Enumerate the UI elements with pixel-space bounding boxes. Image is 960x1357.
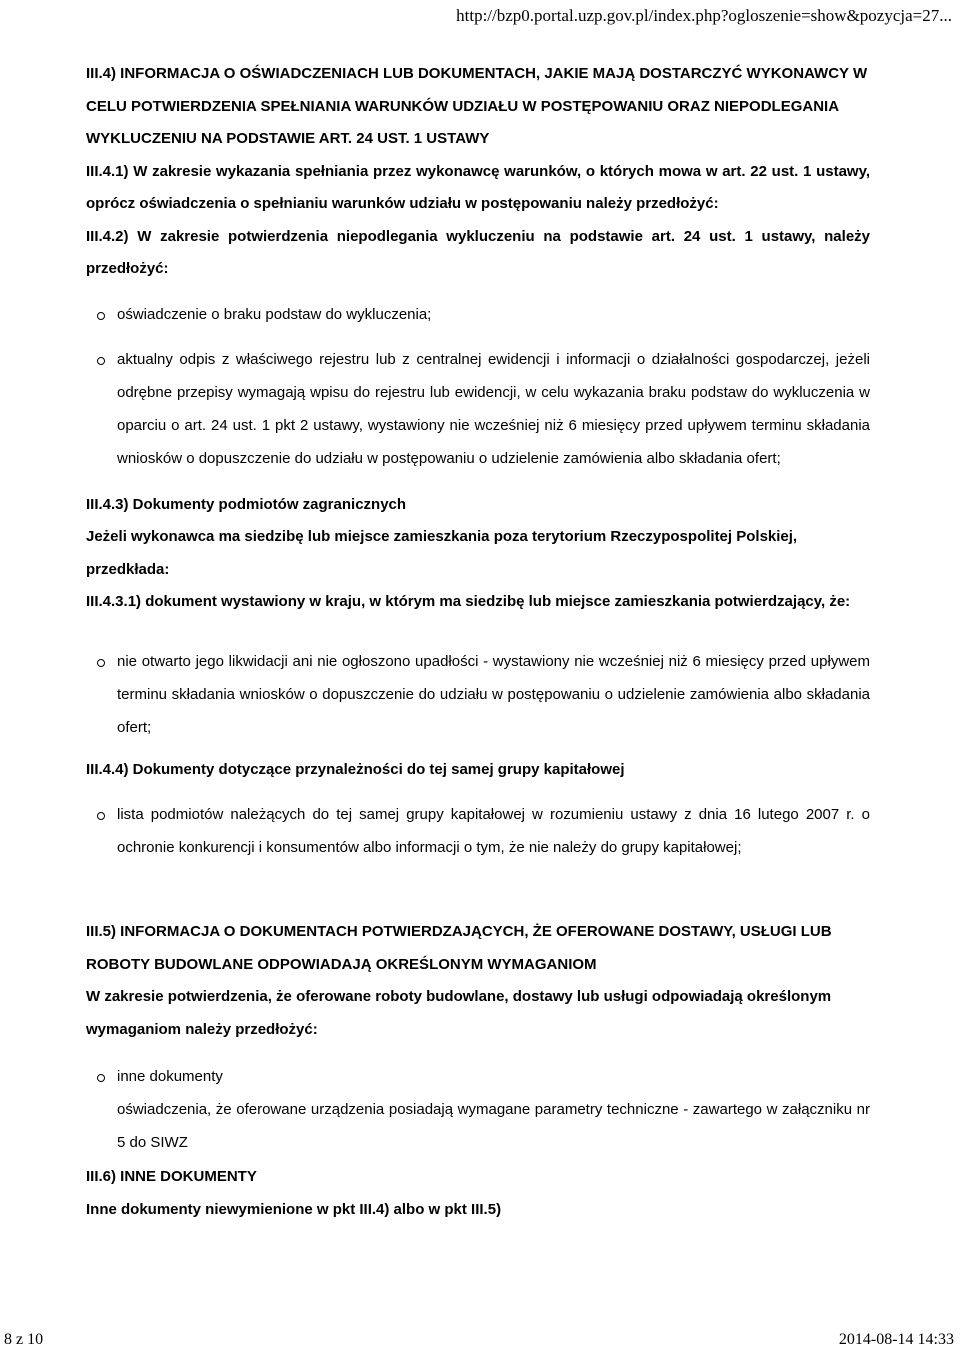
list-foreign-docs — [86, 645, 870, 744]
list-item: nie otwarto jego likwidacji ani nie ogłoszono upadłości - wystawiony nie wcześniej niż 6 miesięcy przed upływem terminu składania wniosków o dopuszczenie do udziału w postępowaniu o udzielenie zamówienia albo składania ofert; — [86, 645, 870, 744]
paragraph-iii43: III.4.3) Dokumenty podmiotów zagranicznych — [86, 495, 407, 513]
paragraph-iii5-intro: W zakresie potwierdzenia, że oferowane roboty budowlane, dostawy lub usługi odpowiadają określonym wymaganiom należy przedłożyć: — [86, 988, 832, 1038]
list-item — [86, 1060, 870, 1159]
section-heading-iii5: III.5) INFORMACJA O DOKUMENTACH POTWIERDZAJĄCYCH, ŻE OFEROWANE DOSTAWY, USŁUGI LUB ROBOTY BUDOWLANE ODPOWIADAJĄ OKREŚLONYM WYMAGANIOM — [86, 923, 832, 973]
page-number: 8 z 10 — [4, 1331, 44, 1348]
paragraph-iii431: III.4.3.1) dokument wystawiony w kraju, w którym ma siedzibę lub miejsce zamieszkania potwierdzający, że: — [86, 593, 851, 610]
paragraph-iii42: III.4.2) W zakresie potwierdzenia niepodlegania wykluczeniu na podstawie art. 24 ust. 1 ustawy, należy przedłożyć: — [86, 227, 870, 277]
list-item: lista podmiotów należących do tej samej grupy kapitałowej w rozumieniu ustawy z dnia 16 lutego 2007 r. o ochronie konkurencji i konsumentów albo informacji o tym, że nie należy do grupy kapitałowej; — [86, 798, 870, 864]
paragraph-iii44: III.4.4) Dokumenty dotyczące przynależności do tej samej grupy kapitałowej — [86, 760, 625, 778]
section-heading-iii4: III.4) INFORMACJA O OŚWIADCZENIACH LUB DOKUMENTACH, JAKIE MAJĄ DOSTARCZYĆ WYKONAWCY W CELU POTWIERDZENIA SPEŁNIANIA WARUNKÓW UDZIAŁU W POSTĘPOWANIU ORAZ NIEPODLEGANIA WYKLUCZENIU NA PODSTAWIE ART. 24 UST. 1 USTAWY — [86, 65, 868, 147]
list-exclusion-docs — [86, 298, 870, 475]
list-capital-group — [86, 798, 870, 864]
print-datetime: 2014-08-14 14:33 — [838, 1331, 954, 1348]
page-url: http://bzp0.portal.uzp.gov.pl/index.php?ogloszenie=show&pozycja=27... — [456, 6, 952, 25]
list-other-docs — [86, 1060, 870, 1159]
list-item-label: inne dokumenty — [117, 1068, 223, 1085]
paragraph-iii41: III.4.1) W zakresie wykazania spełniania przez wykonawcę warunków, o których mowa w art. 22 ust. 1 ustawy, oprócz oświadczenia o spełnianiu warunków udziału w postępowaniu należy przedłożyć: — [86, 162, 870, 212]
paragraph-iii6: Inne dokumenty niewymienione w pkt III.4) albo w pkt III.5) — [86, 1200, 502, 1218]
paragraph-foreign: Jeżeli wykonawca ma siedzibę lub miejsce zamieszkania poza terytorium Rzeczypospolitej Polskiej, przedkłada: — [86, 528, 798, 578]
list-item: aktualny odpis z właściwego rejestru lub z centralnej ewidencji i informacji o działalności gospodarczej, jeżeli odrębne przepisy wymagają wpisu do rejestru lub ewidencji, w celu wykazania braku podstaw do wykluczenia w oparciu o art. 24 ust. 1 pkt 2 ustawy, wystawiony nie wcześniej niż 6 miesięcy przed upływem terminu składania wniosków o dopuszczenie do udziału w postępowaniu o udzielenie zamówienia albo składania ofert; — [86, 343, 870, 475]
list-item-text: oświadczenia, że oferowane urządzenia posiadają wymagane parametry techniczne - zawartego w załączniku nr 5 do SIWZ — [117, 1101, 870, 1151]
section-heading-iii6: III.6) INNE DOKUMENTY — [86, 1168, 257, 1185]
document-body — [86, 58, 870, 1226]
list-item: oświadczenie o braku podstaw do wykluczenia; — [86, 298, 870, 331]
